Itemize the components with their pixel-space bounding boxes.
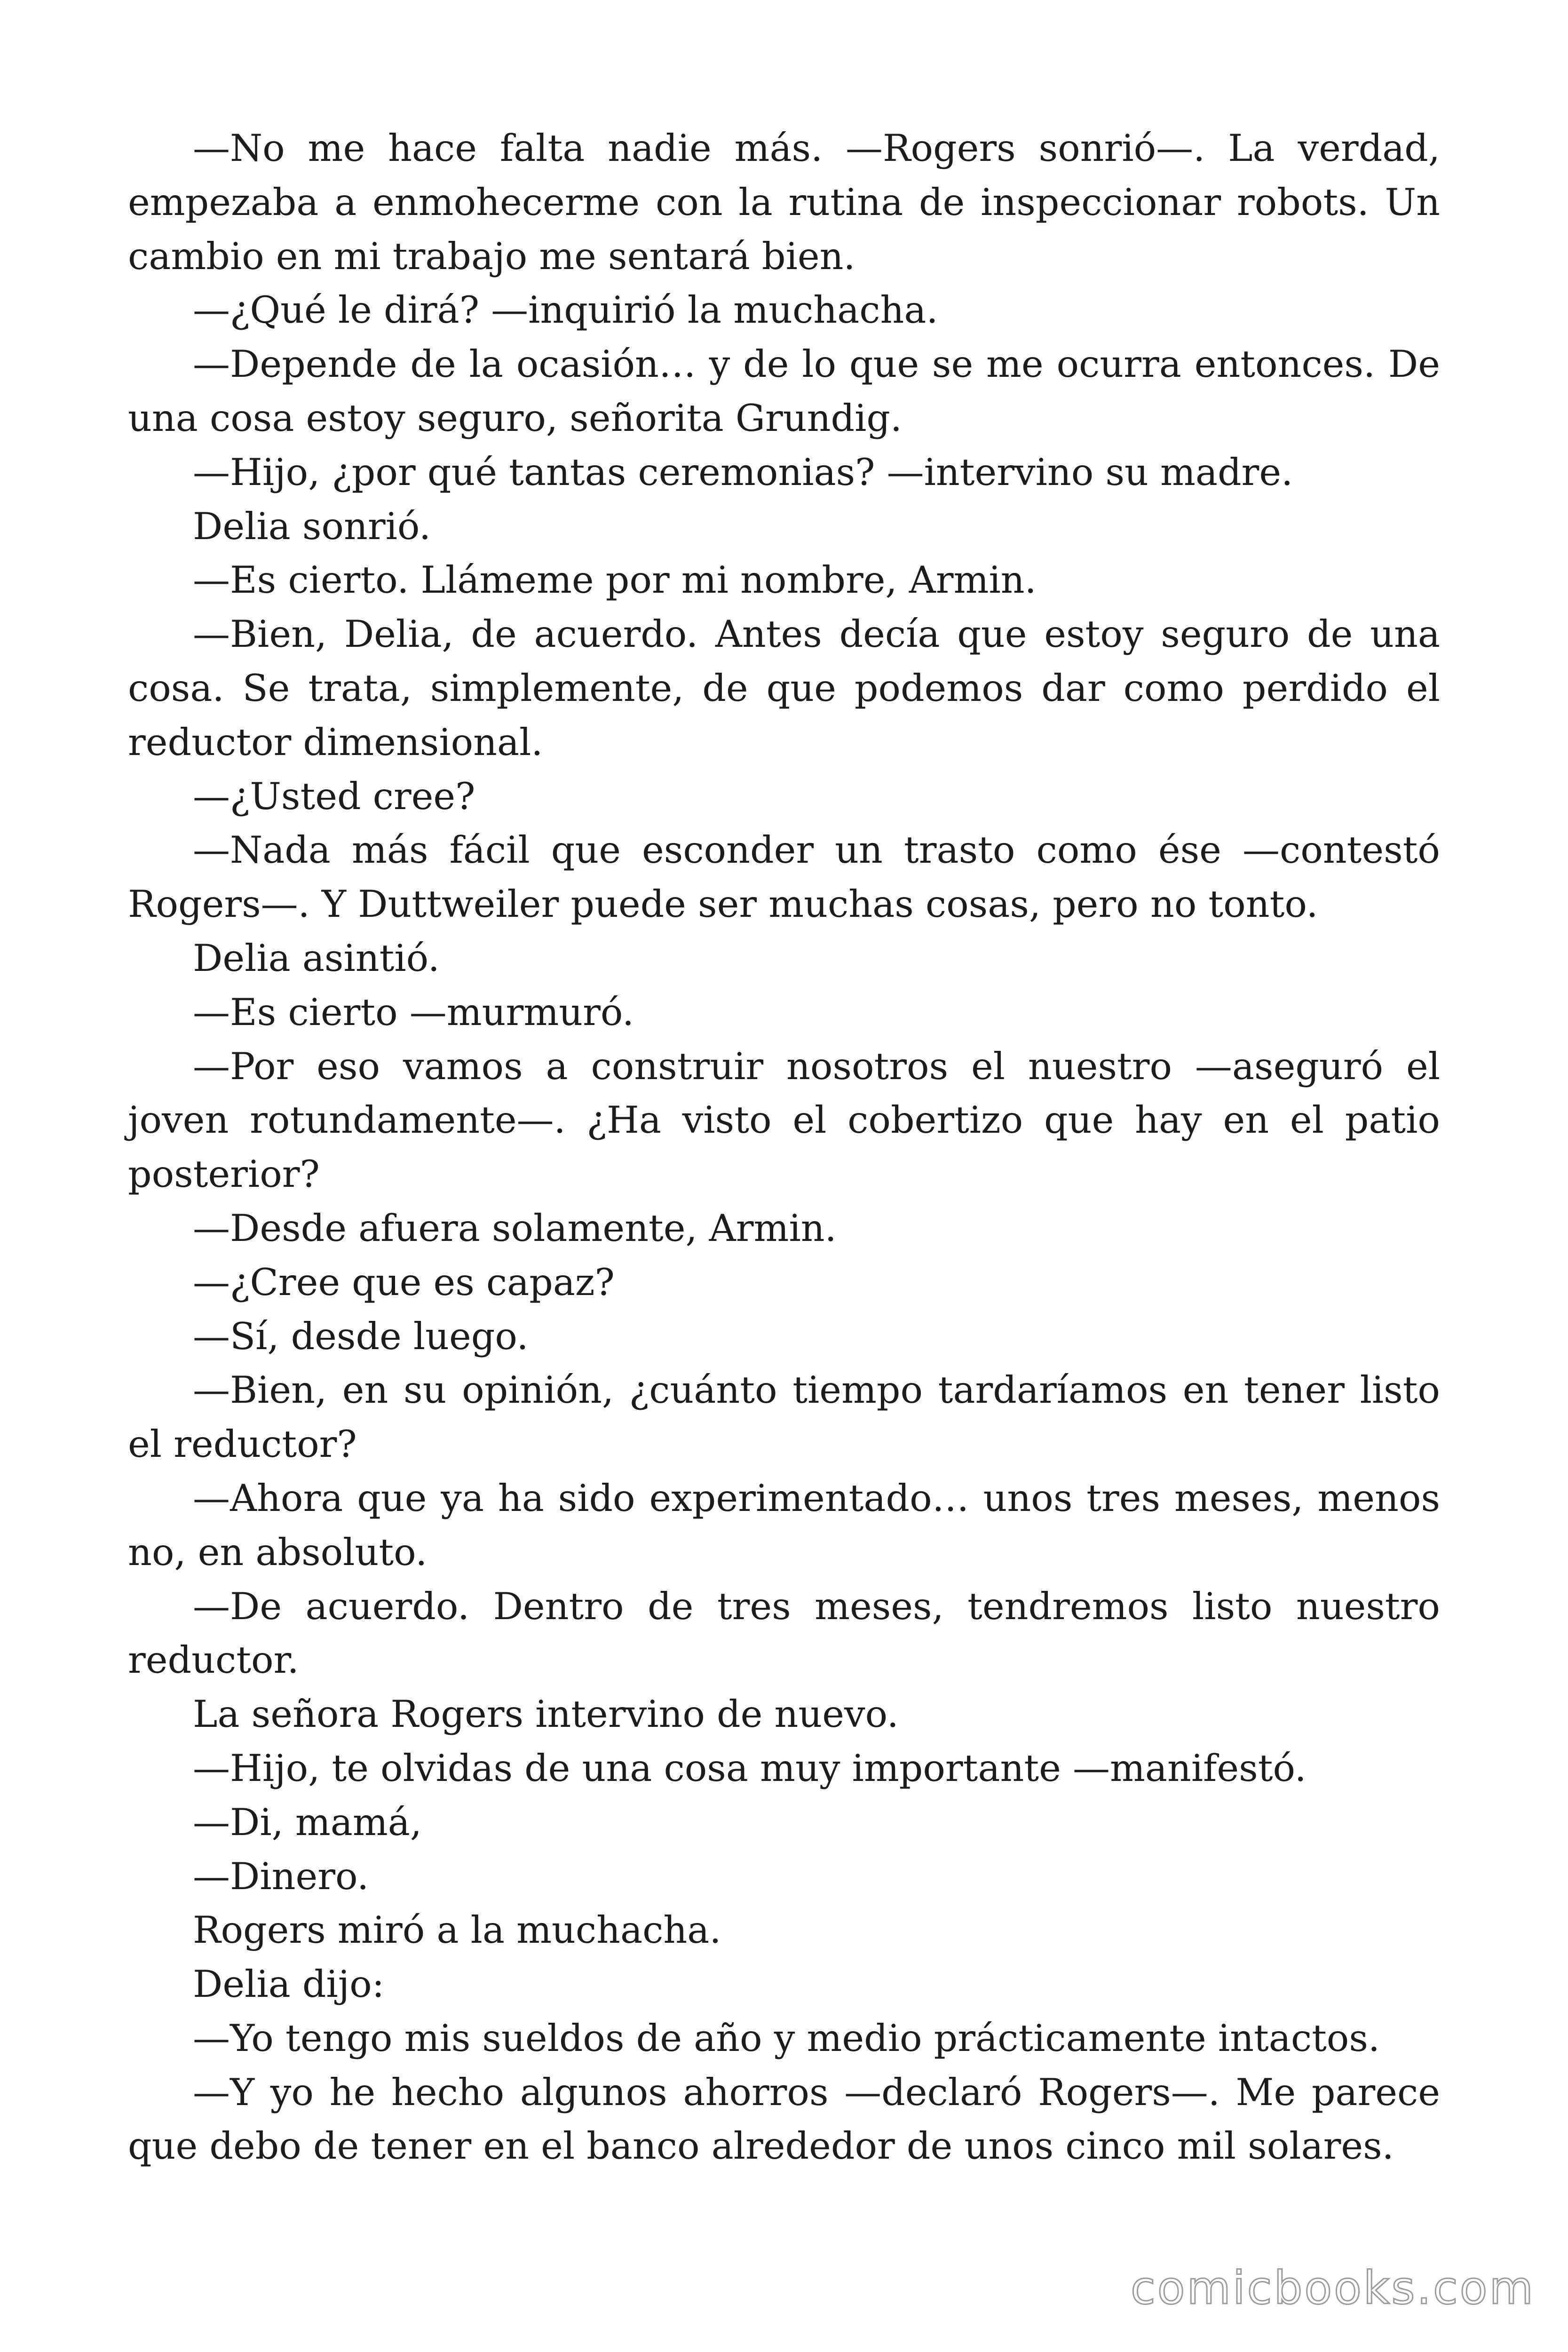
paragraph: —Nada más fácil que esconder un trasto como ése —contestó Rogers—. Y Duttweiler puede ser muchas cosas, pero no tonto. bbox=[128, 828, 1440, 926]
paragraph: —Bien, en su opinión, ¿cuánto tiempo tardaríamos en tener listo el reductor? bbox=[128, 1368, 1440, 1466]
paragraph: —Ahora que ya ha sido experimentado… unos tres meses, menos no, en absoluto. bbox=[128, 1476, 1440, 1574]
paragraph: —De acuerdo. Dentro de tres meses, tendremos listo nuestro reductor. bbox=[128, 1584, 1440, 1682]
paragraph: —No me hace falta nadie más. —Rogers sonrió—. La verdad, empezaba a enmohecerme con la rutina de inspeccionar robots. Un cambio en mi trabajo me sentará bien. bbox=[128, 127, 1440, 278]
paragraph: —Hijo, ¿por qué tantas ceremonias? —intervino su madre. bbox=[193, 450, 1293, 494]
paragraph: Rogers miró a la muchacha. bbox=[193, 1908, 721, 1952]
paragraph: —¿Cree que es capaz? bbox=[193, 1260, 615, 1304]
paragraph: —Y yo he hecho algunos ahorros —declaró Rogers—. Me parece que debo de tener en el banco alrededor de unos cinco mil solares. bbox=[128, 2070, 1440, 2168]
paragraph: —Dinero. bbox=[193, 1854, 369, 1898]
paragraph: —Sí, desde luego. bbox=[193, 1314, 529, 1358]
paragraph: Delia dijo: bbox=[193, 1963, 385, 2006]
paragraph: Delia sonrió. bbox=[193, 504, 431, 548]
paragraph: —Yo tengo mis sueldos de año y medio prácticamente intactos. bbox=[193, 2016, 1380, 2060]
paragraph: —¿Qué le dirá? —inquirió la muchacha. bbox=[193, 288, 938, 332]
paragraph: —Es cierto. Llámeme por mi nombre, Armin. bbox=[193, 558, 1037, 602]
paragraph: —Hijo, te olvidas de una cosa muy importante —manifestó. bbox=[193, 1746, 1307, 1790]
paragraph: Delia asintió. bbox=[193, 936, 440, 980]
paragraph: —Depende de la ocasión… y de lo que se me ocurra entonces. De una cosa estoy seguro, señorita Grundig. bbox=[128, 342, 1440, 440]
paragraph: —Desde afuera solamente, Armin. bbox=[193, 1206, 837, 1250]
paragraph: —Di, mamá, bbox=[193, 1800, 422, 1844]
paragraph: —Es cierto —murmuró. bbox=[193, 990, 634, 1034]
paragraph: —¿Usted cree? bbox=[193, 774, 475, 818]
paragraph: La señora Rogers intervino de nuevo. bbox=[193, 1692, 899, 1736]
book-page-text bbox=[128, 121, 1440, 2173]
site-watermark: comicbooks.com bbox=[1130, 2262, 1535, 2314]
paragraph: —Bien, Delia, de acuerdo. Antes decía que estoy seguro de una cosa. Se trata, simplemente, de que podemos dar como perdido el reductor dimensional. bbox=[128, 612, 1440, 764]
paragraph: —Por eso vamos a construir nosotros el nuestro —aseguró el joven rotundamente—. ¿Ha visto el cobertizo que hay en el patio posterior? bbox=[128, 1044, 1440, 1196]
